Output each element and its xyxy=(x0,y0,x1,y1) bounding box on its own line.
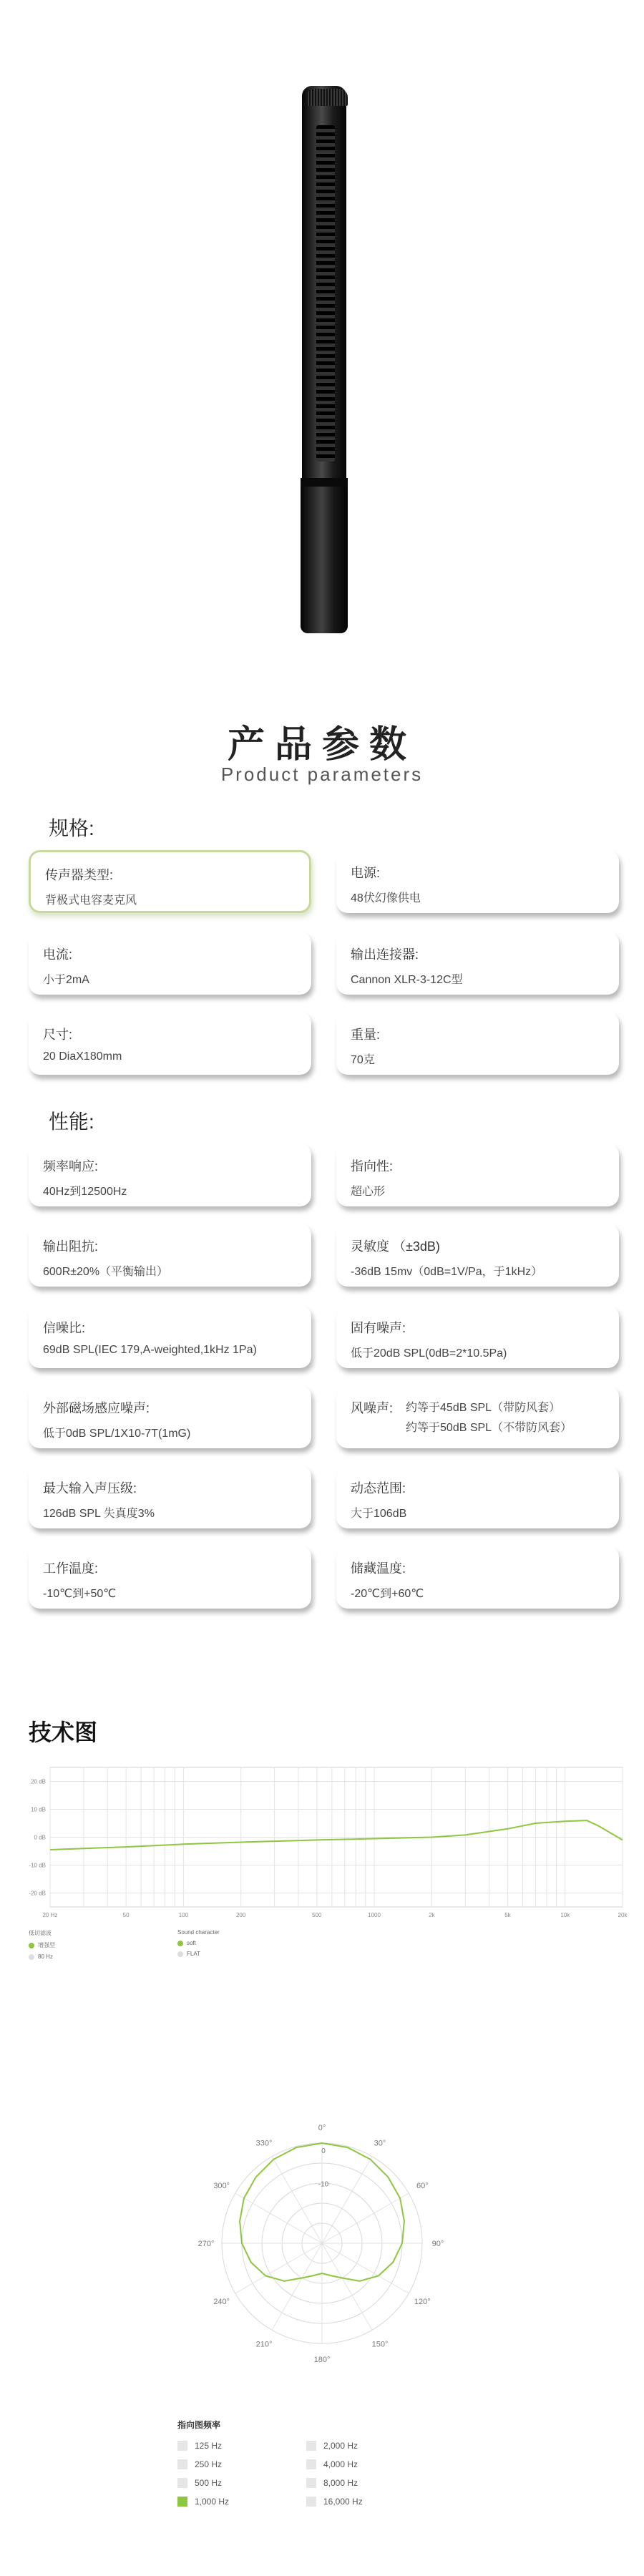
mic-slots xyxy=(316,125,335,462)
angle-label: 0° xyxy=(318,2124,326,2132)
y-tick-label: 20 dB xyxy=(31,1778,46,1785)
angle-label: 60° xyxy=(416,2182,429,2190)
perf-value: 低于0dB SPL/1X10-7T(1mG) xyxy=(43,1428,191,1440)
radio-dot-icon[interactable] xyxy=(29,1954,34,1960)
perf-card xyxy=(29,1465,311,1528)
spec-card xyxy=(336,1012,619,1075)
sound-legend xyxy=(177,1929,220,1957)
angle-label: 150° xyxy=(371,2340,389,2349)
legend-label: 增强型 xyxy=(38,1942,55,1948)
angle-label: 240° xyxy=(213,2298,230,2306)
checkbox-icon[interactable] xyxy=(177,2478,187,2488)
angle-label: 330° xyxy=(255,2139,273,2148)
frequency-label: 2,000 Hz xyxy=(323,2441,358,2451)
perf-card xyxy=(336,1305,619,1368)
spec-label: 重量: xyxy=(351,1028,381,1042)
frequency-label: 125 Hz xyxy=(195,2441,223,2451)
perf-label: 固有噪声: xyxy=(351,1321,406,1335)
perf-label: 频率响应: xyxy=(43,1159,99,1174)
radio-dot-icon[interactable] xyxy=(29,1943,34,1948)
perf-label: 外部磁场感应噪声: xyxy=(43,1401,150,1415)
perf-value: 超心形 xyxy=(351,1186,386,1198)
perf-card xyxy=(29,1143,311,1206)
spec-card xyxy=(29,1012,311,1075)
spec-card xyxy=(29,850,311,913)
perf-label: 最大输入声压级: xyxy=(43,1481,137,1496)
page-subtitle: Product parameters xyxy=(220,763,424,785)
specs-title: 规格: xyxy=(49,817,94,839)
perf-label: 指向性: xyxy=(351,1159,394,1174)
polar-spoke xyxy=(272,2157,322,2243)
y-tick-label: -20 dB xyxy=(29,1890,46,1897)
angle-label: 210° xyxy=(255,2340,273,2349)
ring-label: -10 xyxy=(318,2180,329,2189)
perf-card xyxy=(29,1385,311,1448)
x-tick-label: 5k xyxy=(504,1912,511,1918)
polar-pattern-chart xyxy=(172,2093,472,2394)
frequency-option[interactable] xyxy=(306,2459,406,2469)
spec-value: 20 DiaX180mm xyxy=(43,1050,122,1063)
perf-value: 低于20dB SPL(0dB=2*10.5Pa) xyxy=(351,1347,507,1360)
frequency-label: 4,000 Hz xyxy=(323,2459,358,2469)
x-tick-label: 1000 xyxy=(368,1912,381,1918)
checkbox-icon[interactable] xyxy=(306,2441,316,2451)
perf-value: -10℃到+50℃ xyxy=(43,1588,117,1600)
polar-spoke xyxy=(235,2193,322,2243)
polar-spoke xyxy=(272,2243,322,2330)
frequency-option[interactable] xyxy=(177,2441,306,2451)
hero-section xyxy=(0,0,644,687)
x-tick-label: 200 xyxy=(235,1912,246,1918)
radio-dot-icon[interactable] xyxy=(177,1941,183,1946)
spec-label: 输出连接器: xyxy=(351,947,419,962)
perf-card xyxy=(336,1385,619,1448)
perf-value: 约等于50dB SPL（不带防风套） xyxy=(406,1422,572,1434)
spec-value: Cannon XLR-3-12C型 xyxy=(351,974,463,986)
spec-label: 尺寸: xyxy=(43,1028,73,1042)
legend-label: FLAT xyxy=(187,1951,200,1957)
perf-card xyxy=(336,1546,619,1609)
performance-title: 性能: xyxy=(49,1111,94,1133)
legend-title: 低切滤波 xyxy=(29,1930,52,1936)
y-tick-label: 10 dB xyxy=(31,1806,46,1813)
checkbox-icon[interactable] xyxy=(177,2497,187,2507)
frequency-option[interactable] xyxy=(306,2497,406,2507)
x-tick-label: 500 xyxy=(312,1912,322,1918)
checkbox-icon[interactable] xyxy=(177,2441,187,2451)
perf-label: 信噪比: xyxy=(43,1321,86,1335)
polar-spoke xyxy=(322,2157,372,2243)
x-tick-label: 20k xyxy=(618,1912,628,1918)
legend-label: 80 Hz xyxy=(38,1953,53,1960)
perf-label: 灵敏度 （±3dB) xyxy=(351,1239,440,1254)
frequency-option[interactable] xyxy=(306,2478,406,2488)
spec-label: 传声器类型: xyxy=(45,868,114,882)
frequency-label: 1,000 Hz xyxy=(195,2497,230,2507)
legend-label: soft xyxy=(187,1940,196,1946)
x-tick-label: 2k xyxy=(429,1912,435,1918)
angle-label: 270° xyxy=(197,2240,215,2248)
mic-cap xyxy=(306,89,348,106)
perf-card xyxy=(29,1305,311,1368)
y-tick-label: -10 dB xyxy=(29,1862,46,1869)
legend-title: Sound character xyxy=(177,1929,220,1936)
polar-spoke xyxy=(322,2243,372,2330)
frequency-option[interactable] xyxy=(177,2497,306,2507)
checkbox-icon[interactable] xyxy=(306,2497,316,2507)
spec-card xyxy=(336,932,619,995)
perf-label: 动态范围: xyxy=(351,1481,406,1496)
polar-legend-title: 指向图频率 xyxy=(177,2420,221,2430)
perf-card xyxy=(336,1224,619,1287)
frequency-option[interactable] xyxy=(306,2441,406,2451)
perf-value: 大于106dB xyxy=(351,1508,407,1520)
x-tick-label: 50 xyxy=(122,1912,130,1918)
perf-card xyxy=(336,1465,619,1528)
frequency-option[interactable] xyxy=(177,2478,306,2488)
perf-label: 输出阻抗: xyxy=(43,1239,99,1254)
y-tick-label: 0 dB xyxy=(34,1834,46,1841)
frequency-label: 16,000 Hz xyxy=(323,2497,363,2507)
tech-title: 技术图 xyxy=(29,1719,98,1745)
frequency-option[interactable] xyxy=(177,2459,306,2469)
perf-value: 600R±20%（平衡输出） xyxy=(43,1266,169,1278)
perf-value: -36dB 15mv（0dB=1V/Pa，于1kHz） xyxy=(351,1266,543,1278)
spec-card xyxy=(29,932,311,995)
frequency-response-chart xyxy=(21,1760,630,1921)
polar-spoke xyxy=(322,2193,409,2243)
polar-legend xyxy=(177,2419,406,2507)
perf-card xyxy=(336,1143,619,1206)
perf-value: 40Hz到12500Hz xyxy=(43,1186,127,1198)
page-title: 产品参数 xyxy=(227,724,416,766)
perf-card xyxy=(29,1224,311,1287)
angle-label: 120° xyxy=(414,2298,431,2306)
spec-label: 电流: xyxy=(43,947,73,962)
perf-value: 约等于45dB SPL（带防风套） xyxy=(406,1402,561,1414)
x-tick-label: 20 Hz xyxy=(42,1912,58,1918)
spec-value: 70克 xyxy=(351,1054,375,1066)
frequency-label: 8,000 Hz xyxy=(323,2478,358,2488)
spec-label: 电源: xyxy=(351,866,381,880)
perf-label: 工作温度: xyxy=(43,1561,99,1576)
ring-label: 0 xyxy=(321,2147,326,2155)
spec-value: 小于2mA xyxy=(43,974,89,986)
mic-head xyxy=(302,86,346,487)
spec-value: 背极式电容麦克风 xyxy=(45,894,137,907)
perf-label: 风噪声: xyxy=(351,1401,394,1415)
checkbox-icon[interactable] xyxy=(306,2478,316,2488)
checkbox-icon[interactable] xyxy=(177,2459,187,2469)
microphone-image xyxy=(299,86,349,633)
x-tick-label: 10k xyxy=(560,1912,570,1918)
perf-value: -20℃到+60℃ xyxy=(351,1588,424,1600)
polar-spoke xyxy=(322,2243,409,2293)
angle-label: 30° xyxy=(374,2139,386,2148)
spec-card xyxy=(336,850,619,913)
lowcut-legend xyxy=(29,1929,55,1960)
angle-label: 90° xyxy=(431,2240,444,2248)
frequency-label: 500 Hz xyxy=(195,2478,223,2488)
mic-body xyxy=(301,487,348,633)
angle-label: 300° xyxy=(213,2182,230,2190)
spec-value: 48伏幻像供电 xyxy=(351,892,421,904)
frequency-label: 250 Hz xyxy=(195,2459,223,2469)
perf-value: 69dB SPL(IEC 179,A-weighted,1kHz 1Pa) xyxy=(43,1344,257,1356)
x-tick-label: 100 xyxy=(178,1912,189,1918)
radio-dot-icon[interactable] xyxy=(177,1951,183,1957)
perf-card xyxy=(29,1546,311,1609)
perf-label: 储藏温度: xyxy=(351,1561,406,1576)
perf-value: 126dB SPL 失真度3% xyxy=(43,1508,155,1520)
checkbox-icon[interactable] xyxy=(306,2459,316,2469)
angle-label: 180° xyxy=(313,2356,331,2364)
polar-spoke xyxy=(235,2243,322,2293)
